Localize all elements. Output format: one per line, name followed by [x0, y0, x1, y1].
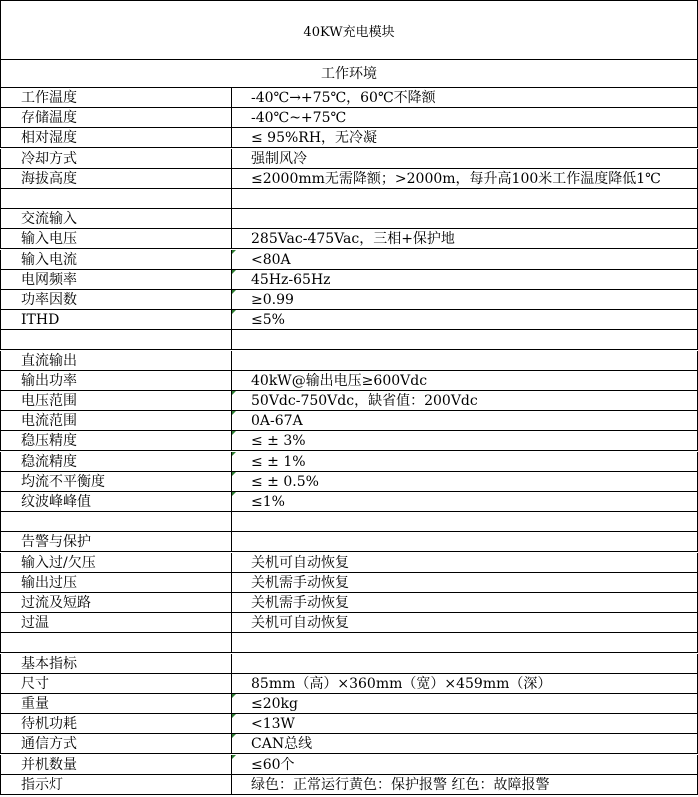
section-heading: 工作环境	[0, 59, 698, 88]
param-value: ≤1%	[232, 492, 698, 512]
param-value: ≤20kg	[232, 694, 698, 714]
param-value: <13W	[232, 714, 698, 734]
table-row	[0, 775, 698, 795]
table-row	[0, 553, 698, 573]
cell-marker-icon	[232, 452, 236, 456]
param-value	[232, 654, 698, 674]
param-name	[0, 189, 232, 209]
table-title: 40KW充电模块	[0, 0, 698, 60]
param-value	[232, 330, 698, 350]
param-value: 绿色：正常运行黄色：保护报警 红色：故障报警	[232, 775, 698, 795]
table-row	[0, 573, 698, 593]
param-value: <80A	[232, 250, 698, 270]
param-value: 0A-67A	[232, 411, 698, 431]
table-row	[0, 149, 698, 169]
param-value: 关机需手动恢复	[232, 593, 698, 613]
param-value: 关机可自动恢复	[232, 613, 698, 633]
table-row	[0, 371, 698, 391]
table-row	[0, 613, 698, 633]
table-row	[0, 674, 698, 694]
cell-marker-icon	[232, 694, 236, 698]
param-name: 海拔高度	[0, 169, 232, 189]
table-row	[0, 452, 698, 472]
param-name: 电网频率	[0, 270, 232, 290]
param-name: 输出功率	[0, 371, 232, 391]
table-row	[0, 492, 698, 512]
param-value: ≥0.99	[232, 290, 698, 310]
param-value: ≤ ± 1%	[232, 452, 698, 472]
cell-marker-icon	[232, 411, 236, 415]
table-row	[0, 714, 698, 734]
param-value: ≤ 95%RH，无冷凝	[232, 128, 698, 148]
param-value: ≤2000mm无需降额；>2000m，每升高100米工作温度降低1℃	[232, 169, 698, 189]
spacer-row	[0, 330, 698, 350]
table-row	[0, 431, 698, 451]
spacer-row	[0, 512, 698, 532]
table-row	[0, 290, 698, 310]
table-row	[0, 250, 698, 270]
table-row	[0, 734, 698, 754]
param-name: 纹波峰峰值	[0, 492, 232, 512]
param-name: 过温	[0, 613, 232, 633]
param-name: 稳流精度	[0, 452, 232, 472]
param-value	[232, 351, 698, 371]
param-name	[0, 512, 232, 532]
param-name: 输入电流	[0, 250, 232, 270]
param-name: 输入电压	[0, 229, 232, 249]
param-value: 285Vac-475Vac，三相+保护地	[232, 229, 698, 249]
param-name: 相对湿度	[0, 128, 232, 148]
param-name: 冷却方式	[0, 149, 232, 169]
cell-marker-icon	[232, 734, 236, 738]
param-name: 电流范围	[0, 411, 232, 431]
param-name: ITHD	[0, 310, 232, 330]
cell-marker-icon	[232, 250, 236, 254]
table-row	[0, 108, 698, 128]
spacer-row	[0, 633, 698, 653]
param-name: 输出过压	[0, 573, 232, 593]
cell-marker-icon	[232, 755, 236, 759]
param-value	[232, 633, 698, 653]
param-value: CAN总线	[232, 734, 698, 754]
table-row	[0, 310, 698, 330]
param-name: 功率因数	[0, 290, 232, 310]
param-name: 存储温度	[0, 108, 232, 128]
group-heading: 交流输入	[0, 209, 232, 229]
cell-marker-icon	[232, 310, 236, 314]
param-value: -40℃~+75℃	[232, 108, 698, 128]
table-row	[0, 755, 698, 775]
group-heading-row	[0, 654, 698, 674]
param-name: 电压范围	[0, 391, 232, 411]
table-row	[0, 593, 698, 613]
group-heading: 告警与保护	[0, 532, 232, 552]
param-name: 通信方式	[0, 734, 232, 754]
cell-marker-icon	[232, 290, 236, 294]
cell-marker-icon	[232, 431, 236, 435]
param-name: 均流不平衡度	[0, 472, 232, 492]
param-value: 45Hz-65Hz	[232, 270, 698, 290]
group-heading-row	[0, 351, 698, 371]
cell-marker-icon	[232, 714, 236, 718]
cell-marker-icon	[232, 472, 236, 476]
param-value	[232, 532, 698, 552]
param-value: 强制风冷	[232, 149, 698, 169]
table-row	[0, 128, 698, 148]
group-heading: 基本指标	[0, 654, 232, 674]
param-name: 稳压精度	[0, 431, 232, 451]
table-row	[0, 270, 698, 290]
param-value	[232, 512, 698, 532]
table-row	[0, 169, 698, 189]
table-row	[0, 411, 698, 431]
param-value: ≤60个	[232, 755, 698, 775]
param-value	[232, 189, 698, 209]
table-row	[0, 391, 698, 411]
group-heading-row	[0, 209, 698, 229]
param-name: 输入过/欠压	[0, 553, 232, 573]
param-value: 关机需手动恢复	[232, 573, 698, 593]
param-value: 50Vdc-750Vdc，缺省值：200Vdc	[232, 391, 698, 411]
param-name: 指示灯	[0, 775, 232, 795]
table-row	[0, 88, 698, 108]
param-name: 工作温度	[0, 88, 232, 108]
group-heading: 直流输出	[0, 351, 232, 371]
param-value	[232, 209, 698, 229]
param-value: ≤ ± 3%	[232, 431, 698, 451]
param-value: 85mm（高）×360mm（宽）×459mm（深）	[232, 674, 698, 694]
param-value: 40kW@输出电压≥600Vdc	[232, 371, 698, 391]
param-name	[0, 633, 232, 653]
spacer-row	[0, 189, 698, 209]
group-heading-row	[0, 532, 698, 552]
param-name: 过流及短路	[0, 593, 232, 613]
param-name: 重量	[0, 694, 232, 714]
param-name: 并机数量	[0, 755, 232, 775]
table-row	[0, 694, 698, 714]
param-value: 关机可自动恢复	[232, 553, 698, 573]
table-row	[0, 229, 698, 249]
cell-marker-icon	[232, 492, 236, 496]
cell-marker-icon	[232, 270, 236, 274]
param-value: ≤ ± 0.5%	[232, 472, 698, 492]
param-name: 待机功耗	[0, 714, 232, 734]
param-value: ≤5%	[232, 310, 698, 330]
cell-marker-icon	[232, 391, 236, 395]
param-name: 尺寸	[0, 674, 232, 694]
param-name	[0, 330, 232, 350]
table-row	[0, 472, 698, 492]
param-value: -40℃→+75℃，60℃不降额	[232, 88, 698, 108]
